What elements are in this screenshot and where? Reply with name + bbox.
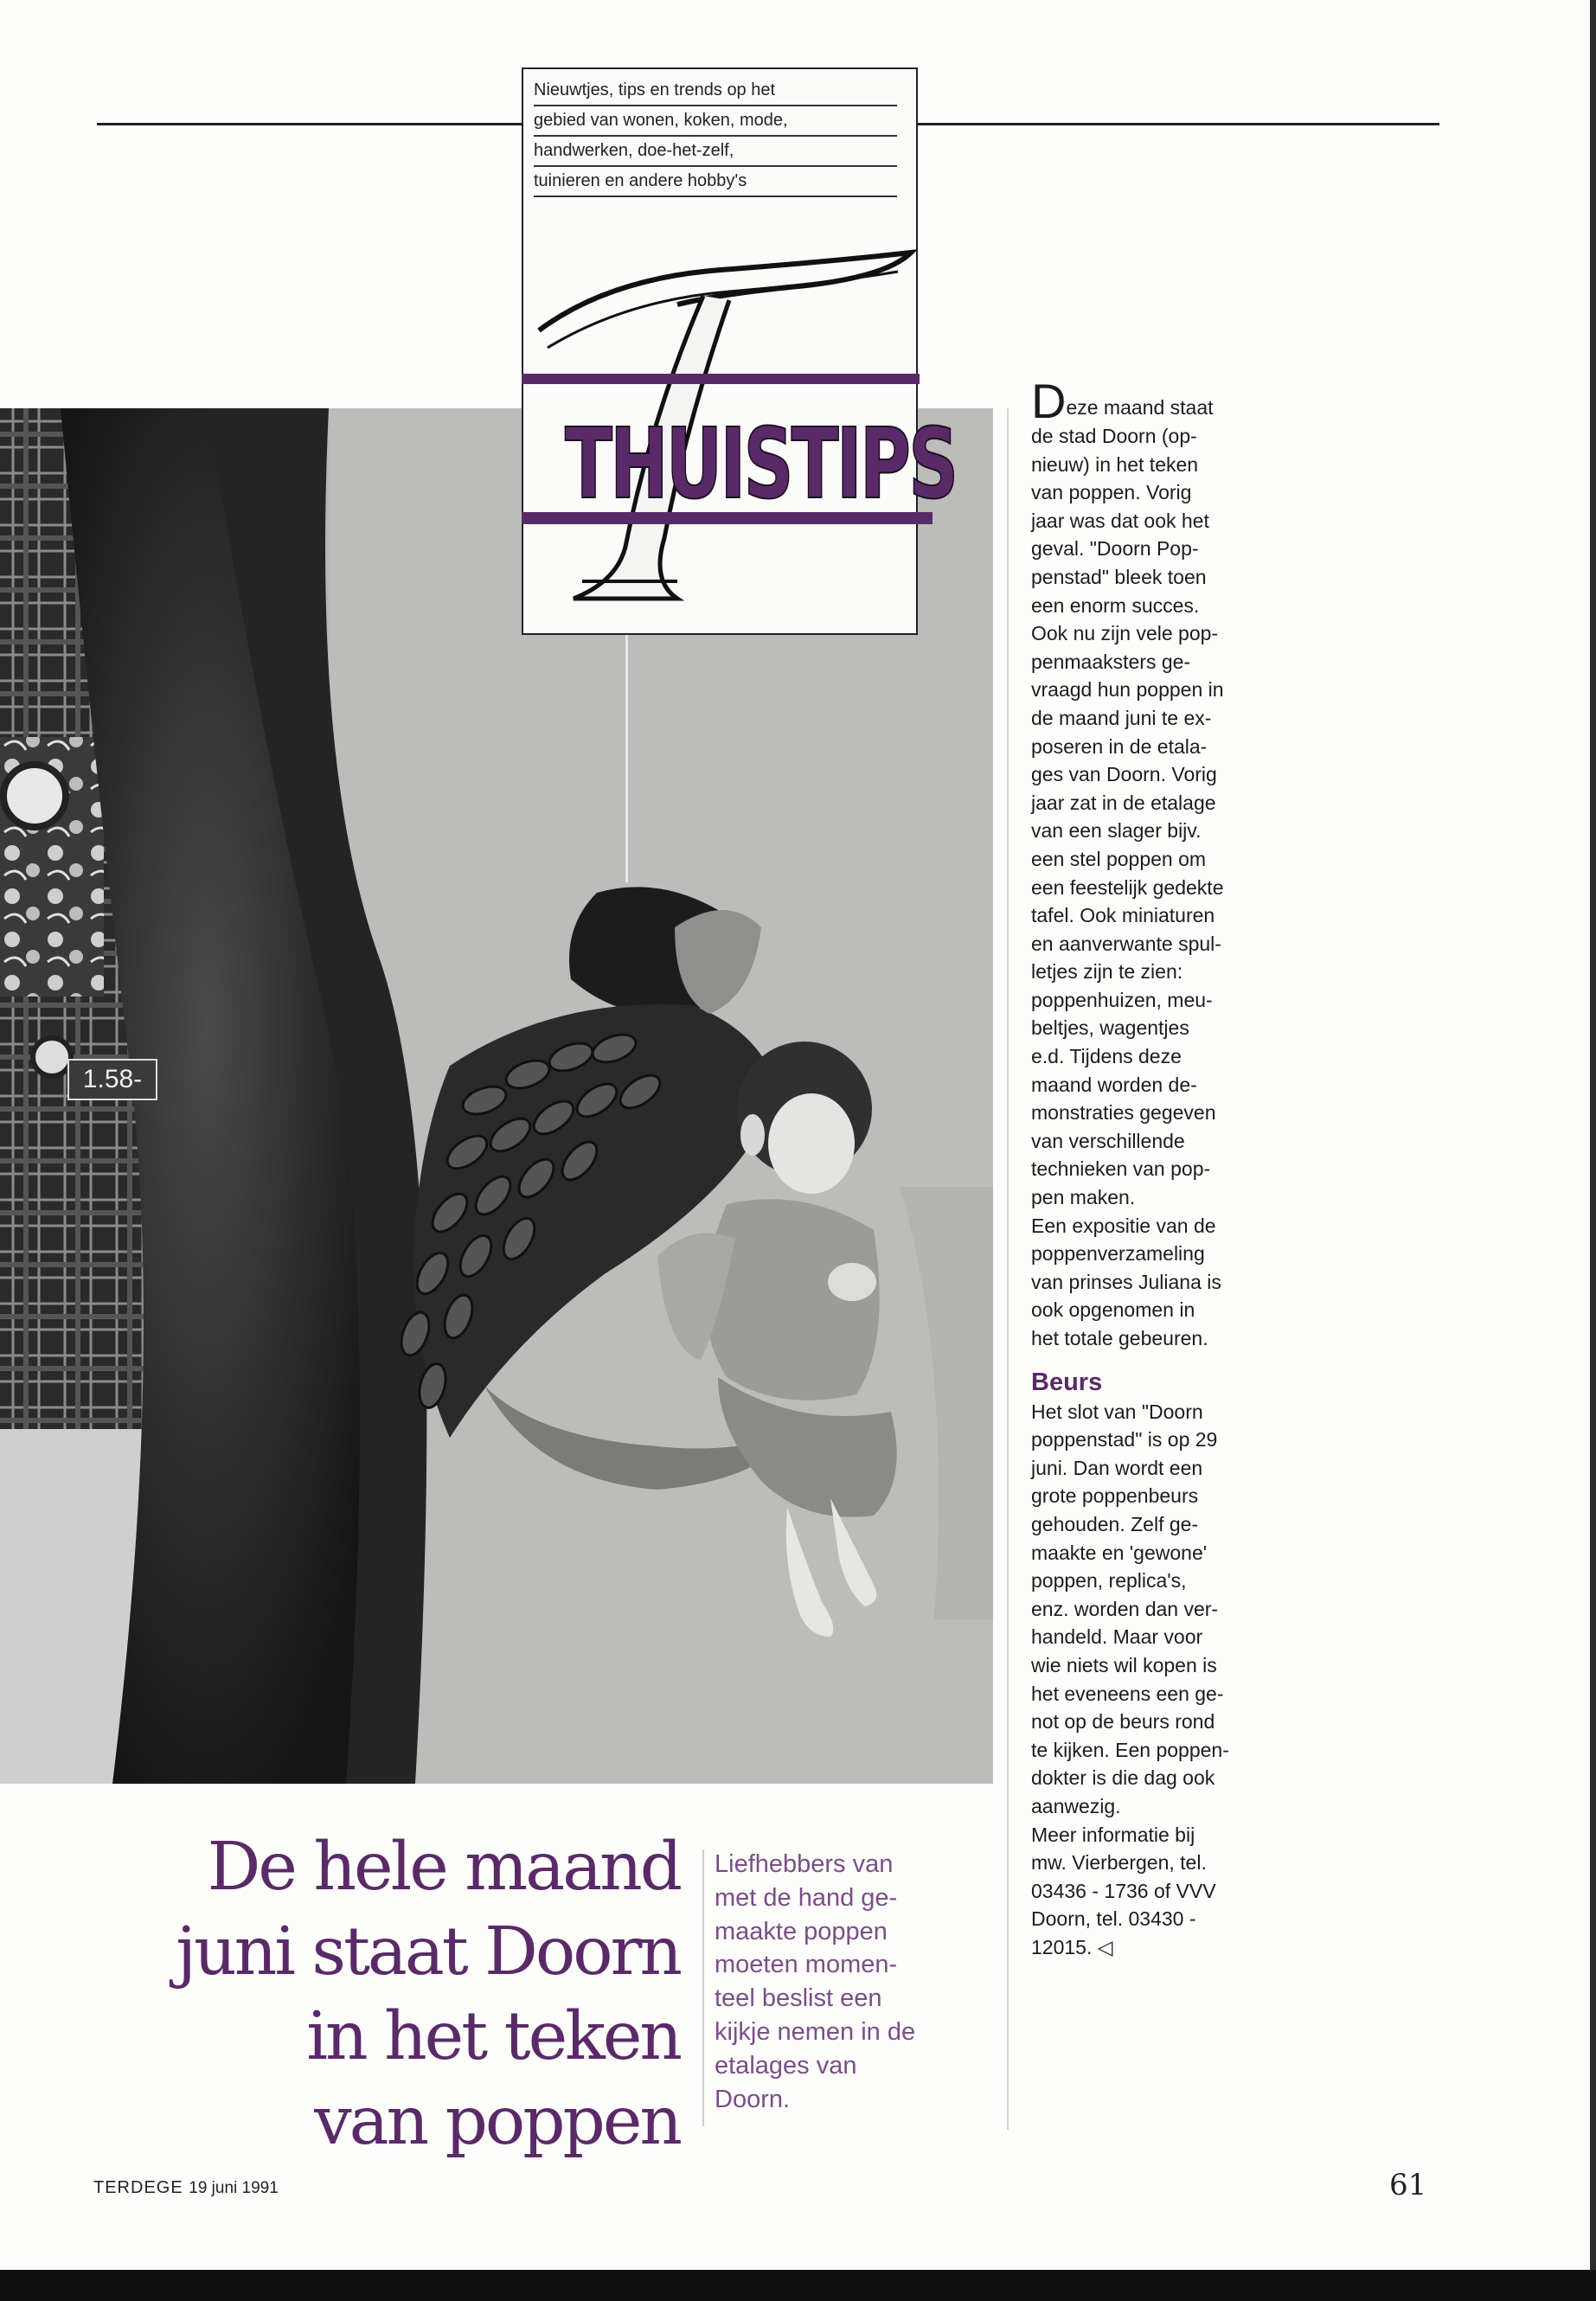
thuistips-logo xyxy=(504,218,957,625)
header-line: handwerken, doe-het-zelf, xyxy=(534,137,897,167)
top-rule-right xyxy=(915,123,1439,125)
headline: De hele maand juni staat Doorn in het teken van poppen xyxy=(176,1829,680,2160)
top-rule-left xyxy=(97,123,522,125)
page-edge-bottom xyxy=(0,2270,1596,2301)
header-line: gebied van wonen, koken, mode, xyxy=(534,106,897,137)
page-number: 61 xyxy=(1389,2168,1427,2202)
column-divider xyxy=(1007,408,1009,2130)
headline-divider xyxy=(702,1849,704,2126)
page-edge-right xyxy=(1590,0,1596,2301)
article-paragraph-1: eze maand staat de stad Doorn (op- nieuw) in het teken van poppen. Vorig jaar was dat ook het geval. "Doorn Pop- penstad" bleek toen een enorm succes. Ook nu zijn vele pop- penmaaksters ge- vraagd hun poppen in de maand juni te ex- poseren in de etala- ges van Doorn. Vorig jaar zat in de etalage van een slager bijv. een stel poppen om een feestelijk gedekte tafel. Ook miniaturen en aanverwante spul- letjes zijn te zien: poppenhuizen, meu- beltjes, wagentjes e.d. Tijdens deze maand worden de- monstraties gegeven van verschillende technieken van pop- pen maken. Een expositie van de poppenverzameling van prinses Juliana is ook opgenomen in het totale gebeuren. xyxy=(1031,396,1224,1349)
intro-text: Liefhebbers van met de hand ge- maakte poppen moeten momen- teel beslist een kijkje nemen in de etalages van Doorn. xyxy=(715,1850,916,2113)
logo-wordmark: THUISTIPS xyxy=(565,408,957,521)
header-line: tuinieren en andere hobby's xyxy=(534,167,897,197)
article-paragraph-2: Het slot van "Doorn poppenstad" is op 29 juni. Dan wordt een grote poppenbeurs gehouden. Zelf ge- maakte en 'gewone' poppen, replica's, enz. worden dan ver- handeld. Maar voor wie niets wil kopen is het eveneens een ge- not op de beurs rond te kijken. Een poppen- dokter is die dag ook aanwezig. Meer informatie bij mw. Vierbergen, tel. 03436 - 1736 of VVV Doorn, tel. 03430 - 12015. ◁ xyxy=(1031,1400,1229,1958)
article-body xyxy=(1031,374,1282,1961)
publication-date: 19 juni 1991 xyxy=(189,2179,279,2197)
price-tag: 1.58- xyxy=(67,1059,157,1100)
footer-publication xyxy=(93,2178,279,2198)
header-tagline xyxy=(534,76,897,197)
drop-cap: D xyxy=(1031,374,1067,428)
subhead-beurs: Beurs xyxy=(1031,1368,1103,1396)
thuistips-header-box xyxy=(522,67,957,635)
hanging-string xyxy=(625,631,628,882)
publication-name: TERDEGE xyxy=(93,2178,183,2197)
header-line: Nieuwtjes, tips en trends op het xyxy=(534,76,897,106)
